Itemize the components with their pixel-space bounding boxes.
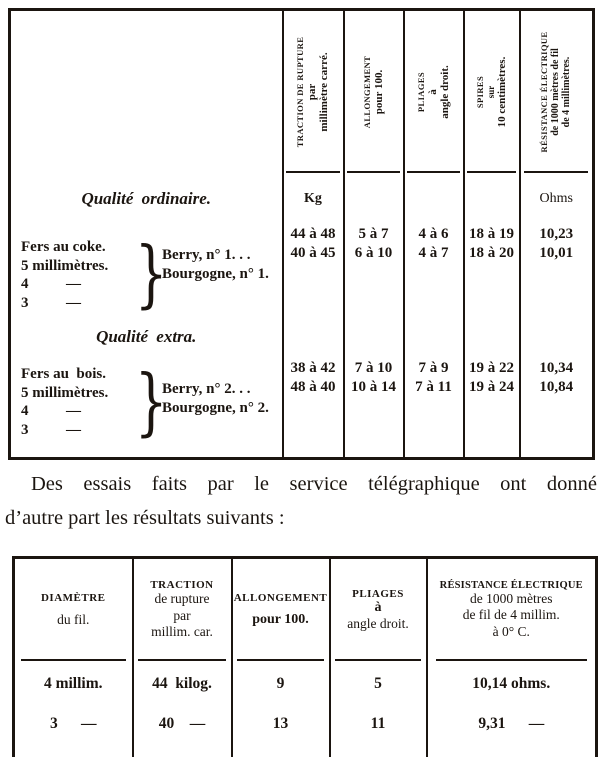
section1-group-labels: Fers au coke. 5 millimètres. 4 — 3 — <box>21 239 109 311</box>
header-underline <box>138 659 225 661</box>
unit-ohms: Ohms <box>520 173 594 225</box>
paragraph-line-2: d’autre part les résultats suivants : <box>5 507 285 529</box>
rotated-header-pliages: PLIAGES à angle droit. <box>415 65 451 119</box>
rotated-header-traction: TRACTION DE RUPTURE par millimètre carré. <box>294 36 330 148</box>
grouping-brace: } <box>134 230 168 316</box>
t2-r2-resistance: 9,31 — <box>427 711 597 757</box>
telegraph-service-results-table <box>12 556 598 757</box>
t2-data-row-2 <box>14 711 597 757</box>
section1-allongement-values: 5 à 7 6 à 10 <box>344 225 404 315</box>
grouping-brace: } <box>134 358 168 444</box>
section1-resistance-values: 10,23 10,01 <box>520 225 594 315</box>
section2-resistance-values: 10,34 10,84 <box>520 359 594 459</box>
header-underline <box>21 659 126 661</box>
t1-section2-data-row <box>10 359 594 459</box>
header-underline <box>347 171 399 173</box>
section1-designation-cell <box>10 225 283 315</box>
section2-traction-values: 38 à 42 48 à 40 <box>283 359 344 459</box>
t1-header-traction <box>283 10 344 174</box>
t2-r2-allongement: 13 <box>232 711 330 757</box>
t2-r1-pliages: 5 <box>330 661 427 711</box>
section2-product-names: Berry, n° 2. . . Bourgogne, n° 2. <box>162 381 269 416</box>
header-underline <box>335 659 421 661</box>
section2-group-labels: Fers au bois. 5 millimètres. 4 — 3 — <box>21 366 109 438</box>
t1-section1-data-row <box>10 225 594 315</box>
section1-heading: Qualité ordinaire. <box>81 189 212 208</box>
t1-section1-heading-row <box>10 173 594 225</box>
t2-r1-diametre: 4 millim. <box>43 675 103 692</box>
body-paragraph <box>5 467 597 535</box>
section1-traction-values: 44 à 48 40 à 45 <box>283 225 344 315</box>
t2-header-allongement: ALLONGEMENT pour 100. <box>232 558 330 662</box>
t1-designation-header-empty <box>10 10 283 174</box>
section2-designation-cell <box>10 359 283 459</box>
t2-r2-pliages: 11 <box>330 711 427 757</box>
t2-r2-traction: 40 — <box>133 711 232 757</box>
unit-kg: Kg <box>283 173 344 225</box>
section2-heading: Qualité extra. <box>96 327 197 346</box>
rotated-header-resistance: RÉSISTANCE ÉLECTRIQUE de 1000 mètres de fil de 4 millimètres. <box>539 31 573 153</box>
t1-header-resistance <box>520 10 594 174</box>
paragraph-line-1: Des essais faits par le service télégraphique ont donné <box>31 473 597 495</box>
t2-header-pliages: PLIAGES à angle droit. <box>330 558 427 662</box>
t2-header-row <box>14 558 597 662</box>
rotated-header-allongement: ALLONGEMENT pour 100. <box>361 55 385 129</box>
t2-header-diametre: DIAMÈTRE du fil. <box>14 558 133 662</box>
section2-spires-values: 19 à 22 19 à 24 <box>464 359 520 459</box>
t2-r1-traction: 44 kilog. <box>133 661 232 711</box>
t2-data-row-1 <box>14 661 597 711</box>
t1-header-pliages <box>404 10 464 174</box>
header-underline <box>436 659 587 661</box>
t2-r2-diametre: 3 — <box>50 715 97 732</box>
section1-pliages-values: 4 à 6 4 à 7 <box>404 225 464 315</box>
t1-header-spires <box>464 10 520 174</box>
header-underline <box>467 171 516 173</box>
t2-header-resistance: RÉSISTANCE ÉLECTRIQUE de 1000 mètres de fil de 4 millim. à 0° C. <box>427 558 597 662</box>
section2-allongement-values: 7 à 10 10 à 14 <box>344 359 404 459</box>
t1-section2-heading-row <box>10 315 594 359</box>
t1-header-allongement <box>344 10 404 174</box>
section1-spires-values: 18 à 19 18 à 20 <box>464 225 520 315</box>
section2-pliages-values: 7 à 9 7 à 11 <box>404 359 464 459</box>
iron-wire-quality-table <box>8 8 595 460</box>
t2-r1-resistance: 10,14 ohms. <box>427 661 597 711</box>
header-underline <box>286 171 339 173</box>
t2-header-traction: TRACTION de rupture par millim. car. <box>133 558 232 662</box>
header-underline <box>407 171 459 173</box>
t2-r1-allongement: 9 <box>232 661 330 711</box>
rotated-header-spires: SPIRES sur 10 centimètres. <box>474 56 508 128</box>
t1-header-row <box>10 10 594 174</box>
header-underline <box>237 659 323 661</box>
section1-product-names: Berry, n° 1. . . Bourgogne, n° 1. <box>162 247 269 282</box>
header-underline <box>524 171 588 173</box>
